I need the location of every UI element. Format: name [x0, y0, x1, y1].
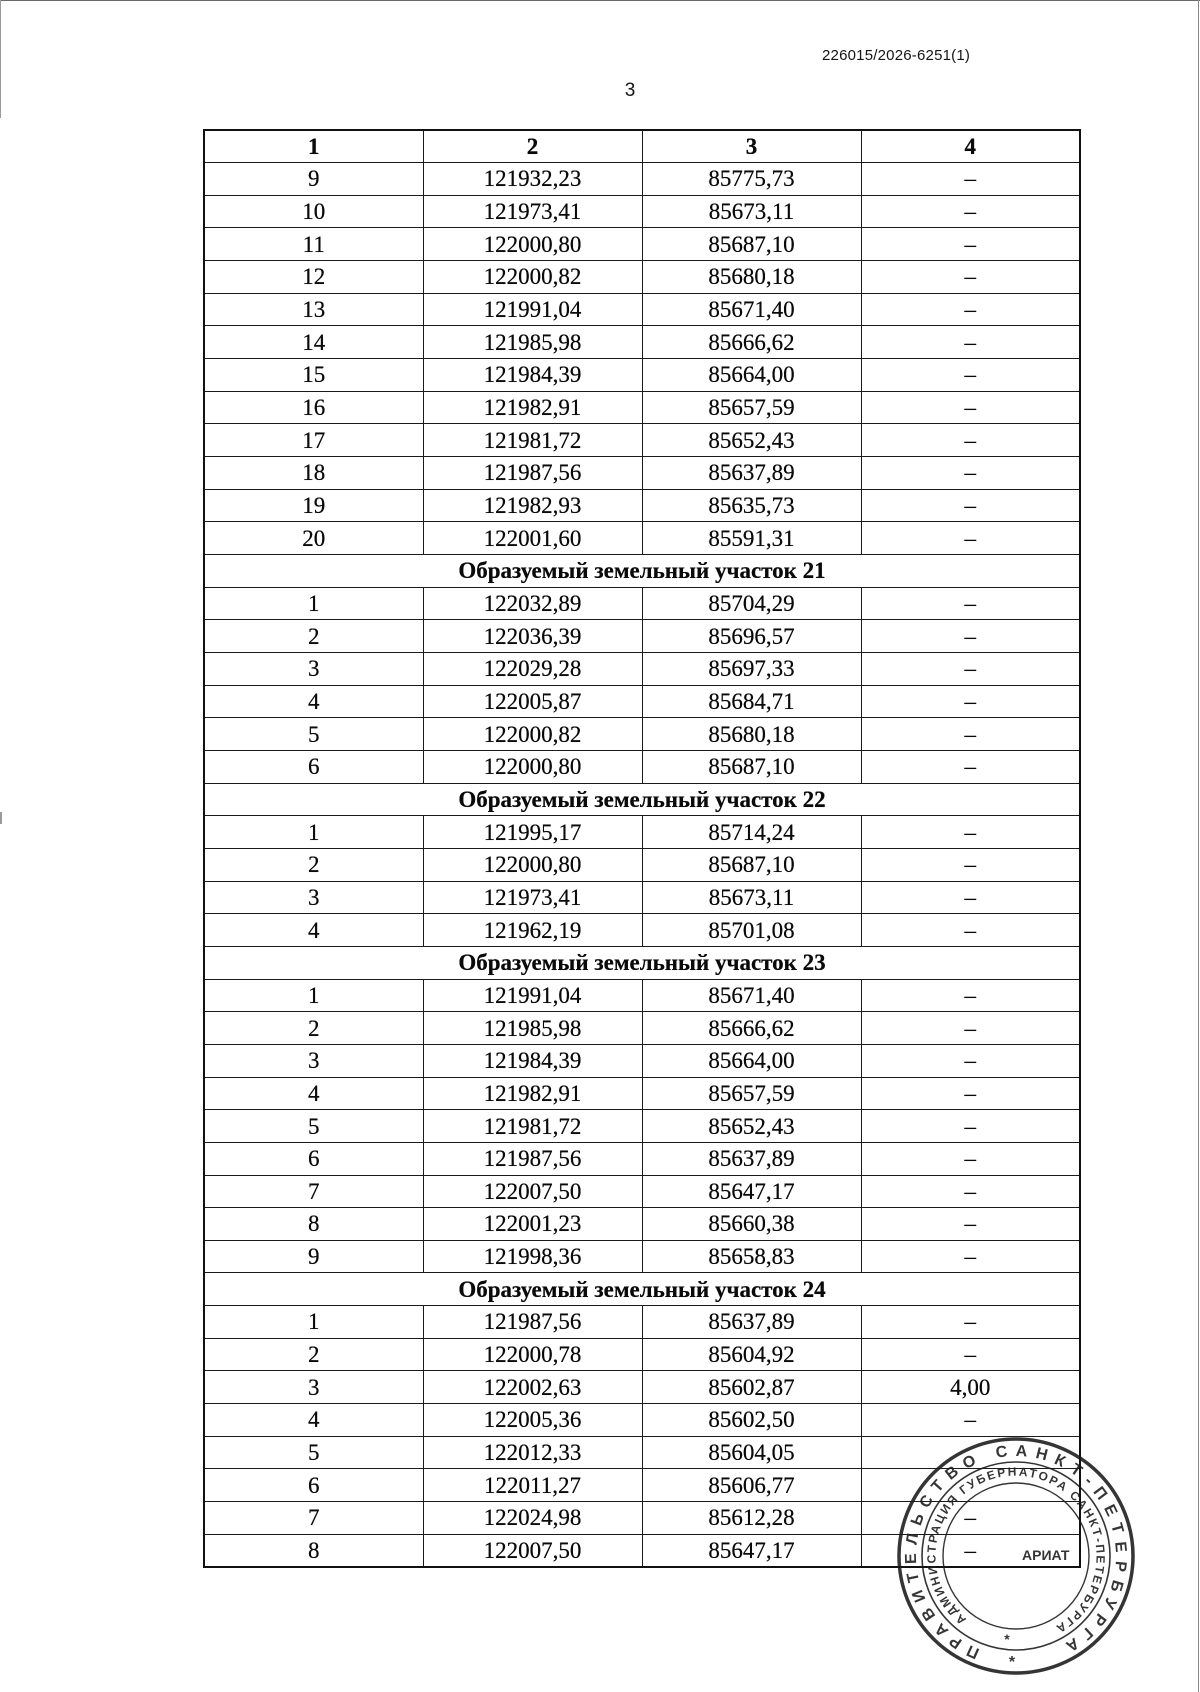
- point-number-cell: 10: [204, 195, 423, 228]
- table-row: [204, 424, 1080, 457]
- column-4-cell: –: [861, 1306, 1080, 1339]
- table-row: [204, 979, 1080, 1012]
- coordinate-x-cell: 121981,72: [423, 424, 642, 457]
- coordinate-x-cell: 121995,17: [423, 816, 642, 849]
- coordinate-x-cell: 121985,98: [423, 326, 642, 359]
- table-row: [204, 914, 1080, 947]
- column-4-cell: –: [861, 1044, 1080, 1077]
- point-number-cell: 2: [204, 848, 423, 881]
- coordinate-y-cell: 85696,57: [642, 620, 861, 653]
- table-row: [204, 359, 1080, 392]
- column-4-cell: –: [861, 522, 1080, 555]
- coordinate-y-cell: 85604,92: [642, 1338, 861, 1371]
- coordinate-x-cell: 122002,63: [423, 1371, 642, 1404]
- column-4-cell: –: [861, 979, 1080, 1012]
- column-4-cell: –: [861, 1175, 1080, 1208]
- point-number-cell: 5: [204, 1110, 423, 1143]
- column-4-cell: –: [861, 1534, 1080, 1567]
- coordinate-x-cell: 122000,80: [423, 848, 642, 881]
- column-4-cell: –: [861, 1404, 1080, 1437]
- coordinate-x-cell: 122005,87: [423, 685, 642, 718]
- seal-middle-ring: [922, 1462, 1110, 1650]
- coordinate-x-cell: 121981,72: [423, 1110, 642, 1143]
- point-number-cell: 3: [204, 1044, 423, 1077]
- coordinate-y-cell: 85680,18: [642, 261, 861, 294]
- column-4-cell: –: [861, 1012, 1080, 1045]
- coordinate-y-cell: 85647,17: [642, 1534, 861, 1567]
- column-4-cell: –: [861, 1110, 1080, 1143]
- coordinate-y-cell: 85687,10: [642, 848, 861, 881]
- coordinate-x-cell: 121982,91: [423, 1077, 642, 1110]
- point-number-cell: 9: [204, 163, 423, 196]
- column-4-cell: –: [861, 261, 1080, 294]
- point-number-cell: 3: [204, 881, 423, 914]
- column-4-cell: –: [861, 424, 1080, 457]
- coordinate-y-cell: 85604,05: [642, 1436, 861, 1469]
- column-4-cell: –: [861, 1338, 1080, 1371]
- coordinate-y-cell: 85652,43: [642, 424, 861, 457]
- point-number-cell: 1: [204, 816, 423, 849]
- table-row: [204, 457, 1080, 490]
- point-number-cell: 8: [204, 1534, 423, 1567]
- coordinate-x-cell: 122000,80: [423, 228, 642, 261]
- table-row: [204, 1175, 1080, 1208]
- table-row: [204, 326, 1080, 359]
- coordinate-y-cell: 85701,08: [642, 914, 861, 947]
- coordinate-y-cell: 85664,00: [642, 359, 861, 392]
- coordinate-x-cell: 122000,82: [423, 261, 642, 294]
- section-title: Образуемый земельный участок 22: [204, 783, 1080, 816]
- scan-edge-top: [0, 0, 1200, 1]
- column-4-cell: –: [861, 881, 1080, 914]
- seal-outer-star: *: [1008, 1654, 1016, 1671]
- column-header-1: 1: [204, 130, 423, 163]
- point-number-cell: 7: [204, 1175, 423, 1208]
- coordinate-x-cell: 121987,56: [423, 457, 642, 490]
- coordinate-x-cell: 122024,98: [423, 1502, 642, 1535]
- coordinate-y-cell: 85687,10: [642, 228, 861, 261]
- point-number-cell: 14: [204, 326, 423, 359]
- point-number-cell: 4: [204, 685, 423, 718]
- point-number-cell: 5: [204, 718, 423, 751]
- coordinate-y-cell: 85660,38: [642, 1208, 861, 1241]
- table-row: [204, 848, 1080, 881]
- column-4-cell: –: [861, 914, 1080, 947]
- table-row: [204, 195, 1080, 228]
- column-4-cell: –: [861, 1502, 1080, 1535]
- registration-number: 226015/2026-6251(1): [822, 47, 971, 64]
- coordinate-x-cell: 121984,39: [423, 1044, 642, 1077]
- scan-edge-left: [0, 0, 1, 118]
- coordinate-y-cell: 85666,62: [642, 326, 861, 359]
- seal-center-text: АРИАТ: [1022, 1547, 1070, 1563]
- coordinate-x-cell: 122000,82: [423, 718, 642, 751]
- column-4-cell: –: [861, 1240, 1080, 1273]
- coordinate-y-cell: 85602,50: [642, 1404, 861, 1437]
- coordinate-x-cell: 121987,56: [423, 1306, 642, 1339]
- scan-edge-right: [1198, 0, 1199, 1692]
- table-row: [204, 1371, 1080, 1404]
- section-header-row: [204, 946, 1080, 979]
- point-number-cell: 7: [204, 1502, 423, 1535]
- point-number-cell: 5: [204, 1436, 423, 1469]
- column-4-cell: –: [861, 653, 1080, 686]
- coordinate-y-cell: 85637,89: [642, 1142, 861, 1175]
- column-4-cell: –: [861, 1142, 1080, 1175]
- table-row: [204, 653, 1080, 686]
- table-row: [204, 391, 1080, 424]
- section-header-row: [204, 783, 1080, 816]
- section-header-row: [204, 1273, 1080, 1306]
- coordinate-x-cell: 122011,27: [423, 1469, 642, 1502]
- point-number-cell: 13: [204, 293, 423, 326]
- point-number-cell: 4: [204, 1077, 423, 1110]
- column-4-cell: –: [861, 163, 1080, 196]
- point-number-cell: 1: [204, 1306, 423, 1339]
- official-seal-stamp: [894, 1434, 1138, 1678]
- coordinate-y-cell: 85647,17: [642, 1175, 861, 1208]
- section-title: Образуемый земельный участок 24: [204, 1273, 1080, 1306]
- coordinate-y-cell: 85602,87: [642, 1371, 861, 1404]
- table-row: [204, 1338, 1080, 1371]
- coordinate-x-cell: 121991,04: [423, 979, 642, 1012]
- table-row: [204, 293, 1080, 326]
- coordinate-x-cell: 122001,23: [423, 1208, 642, 1241]
- seal-inner-text-line: [924, 1465, 1107, 1636]
- column-4-cell: –: [861, 750, 1080, 783]
- seal-inner-star: *: [1004, 1631, 1010, 1647]
- table-row: [204, 1240, 1080, 1273]
- column-4-cell: –: [861, 489, 1080, 522]
- coordinate-x-cell: 121982,91: [423, 391, 642, 424]
- coordinate-y-cell: 85612,28: [642, 1502, 861, 1535]
- coordinate-x-cell: 122029,28: [423, 653, 642, 686]
- table-row: [204, 816, 1080, 849]
- section-title: Образуемый земельный участок 21: [204, 555, 1080, 588]
- table-row: [204, 620, 1080, 653]
- point-number-cell: 6: [204, 750, 423, 783]
- column-4-cell: –: [861, 228, 1080, 261]
- coordinate-x-cell: 121984,39: [423, 359, 642, 392]
- coordinate-y-cell: 85775,73: [642, 163, 861, 196]
- point-number-cell: 2: [204, 1012, 423, 1045]
- coordinate-y-cell: 85606,77: [642, 1469, 861, 1502]
- table-row: [204, 1077, 1080, 1110]
- coordinate-x-cell: 122000,78: [423, 1338, 642, 1371]
- table-row: [204, 1012, 1080, 1045]
- coordinate-y-cell: 85666,62: [642, 1012, 861, 1045]
- coordinate-y-cell: 85684,71: [642, 685, 861, 718]
- point-number-cell: 18: [204, 457, 423, 490]
- coordinate-x-cell: 121962,19: [423, 914, 642, 947]
- coordinate-x-cell: 121991,04: [423, 293, 642, 326]
- table-row: [204, 1044, 1080, 1077]
- table-row: [204, 163, 1080, 196]
- table-row: [204, 1142, 1080, 1175]
- point-number-cell: 4: [204, 914, 423, 947]
- column-4-cell: –: [861, 1077, 1080, 1110]
- table-row: [204, 228, 1080, 261]
- column-4-cell: –: [861, 685, 1080, 718]
- point-number-cell: 4: [204, 1404, 423, 1437]
- point-number-cell: 1: [204, 587, 423, 620]
- coordinate-x-cell: 122001,60: [423, 522, 642, 555]
- column-header-2: 2: [423, 130, 642, 163]
- column-header-3: 3: [642, 130, 861, 163]
- column-4-cell: –: [861, 848, 1080, 881]
- coordinate-x-cell: 121982,93: [423, 489, 642, 522]
- table-row: [204, 1110, 1080, 1143]
- seal-inner-text: АДМИНИСТРАЦИЯ ГУБЕРНАТОРА САНКТ-ПЕТЕРБУРГА: [924, 1464, 1108, 1636]
- coordinate-x-cell: 122012,33: [423, 1436, 642, 1469]
- coordinate-y-cell: 85671,40: [642, 979, 861, 1012]
- point-number-cell: 6: [204, 1469, 423, 1502]
- column-4-cell: 4,00: [861, 1371, 1080, 1404]
- coordinate-y-cell: 85635,73: [642, 489, 861, 522]
- coordinate-y-cell: 85664,00: [642, 1044, 861, 1077]
- coordinate-y-cell: 85673,11: [642, 195, 861, 228]
- coordinate-y-cell: 85697,33: [642, 653, 861, 686]
- coordinate-y-cell: 85652,43: [642, 1110, 861, 1143]
- column-4-cell: –: [861, 587, 1080, 620]
- point-number-cell: 3: [204, 1371, 423, 1404]
- table-row: [204, 522, 1080, 555]
- point-number-cell: 6: [204, 1142, 423, 1175]
- table-row: [204, 1404, 1080, 1437]
- table-body: [204, 163, 1080, 1567]
- section-header-row: [204, 555, 1080, 588]
- coordinate-y-cell: 85671,40: [642, 293, 861, 326]
- section-title: Образуемый земельный участок 23: [204, 946, 1080, 979]
- table-row: [204, 881, 1080, 914]
- column-header-4: 4: [861, 130, 1080, 163]
- table-row: [204, 1306, 1080, 1339]
- column-4-cell: –: [861, 195, 1080, 228]
- coordinate-y-cell: 85637,89: [642, 457, 861, 490]
- seal-outer-text: ПРАВИТЕЛЬСТВО САНКТ-ПЕТЕРБУРГА: [902, 1442, 1130, 1662]
- coordinate-x-cell: 121985,98: [423, 1012, 642, 1045]
- coordinate-x-cell: 122032,89: [423, 587, 642, 620]
- coordinate-y-cell: 85680,18: [642, 718, 861, 751]
- coordinate-y-cell: 85658,83: [642, 1240, 861, 1273]
- coordinate-y-cell: 85687,10: [642, 750, 861, 783]
- column-4-cell: –: [861, 1208, 1080, 1241]
- table-row: [204, 587, 1080, 620]
- coordinate-y-cell: 85637,89: [642, 1306, 861, 1339]
- point-number-cell: 20: [204, 522, 423, 555]
- column-4-cell: –: [861, 391, 1080, 424]
- table-row: [204, 718, 1080, 751]
- coordinate-y-cell: 85673,11: [642, 881, 861, 914]
- table-row: [204, 1208, 1080, 1241]
- coordinate-y-cell: 85704,29: [642, 587, 861, 620]
- coordinate-y-cell: 85657,59: [642, 391, 861, 424]
- column-4-cell: –: [861, 718, 1080, 751]
- point-number-cell: 9: [204, 1240, 423, 1273]
- table-header-row: [204, 130, 1080, 163]
- point-number-cell: 11: [204, 228, 423, 261]
- point-number-cell: 16: [204, 391, 423, 424]
- coordinate-x-cell: 122036,39: [423, 620, 642, 653]
- point-number-cell: 3: [204, 653, 423, 686]
- coordinate-x-cell: 121973,41: [423, 195, 642, 228]
- table-row: [204, 750, 1080, 783]
- coordinates-table: [203, 129, 1081, 1568]
- coordinate-x-cell: 121987,56: [423, 1142, 642, 1175]
- coordinate-x-cell: 121973,41: [423, 881, 642, 914]
- point-number-cell: 15: [204, 359, 423, 392]
- column-4-cell: –: [861, 359, 1080, 392]
- coordinate-x-cell: 122005,36: [423, 1404, 642, 1437]
- table-row: [204, 261, 1080, 294]
- coordinate-x-cell: 121998,36: [423, 1240, 642, 1273]
- column-4-cell: –: [861, 326, 1080, 359]
- coordinate-x-cell: 122007,50: [423, 1175, 642, 1208]
- coordinate-y-cell: 85657,59: [642, 1077, 861, 1110]
- column-4-cell: –: [861, 620, 1080, 653]
- point-number-cell: 1: [204, 979, 423, 1012]
- point-number-cell: 12: [204, 261, 423, 294]
- point-number-cell: 8: [204, 1208, 423, 1241]
- point-number-cell: 2: [204, 1338, 423, 1371]
- column-4-cell: –: [861, 457, 1080, 490]
- coordinate-x-cell: 121932,23: [423, 163, 642, 196]
- coordinate-y-cell: 85591,31: [642, 522, 861, 555]
- column-4-cell: –: [861, 293, 1080, 326]
- column-4-cell: –: [861, 816, 1080, 849]
- coordinate-y-cell: 85714,24: [642, 816, 861, 849]
- coordinate-x-cell: 122007,50: [423, 1534, 642, 1567]
- page-number: 3: [624, 80, 636, 101]
- point-number-cell: 19: [204, 489, 423, 522]
- table-row: [204, 489, 1080, 522]
- table-row: [204, 685, 1080, 718]
- coordinate-x-cell: 122000,80: [423, 750, 642, 783]
- point-number-cell: 17: [204, 424, 423, 457]
- scan-edge-mark: [0, 812, 2, 824]
- point-number-cell: 2: [204, 620, 423, 653]
